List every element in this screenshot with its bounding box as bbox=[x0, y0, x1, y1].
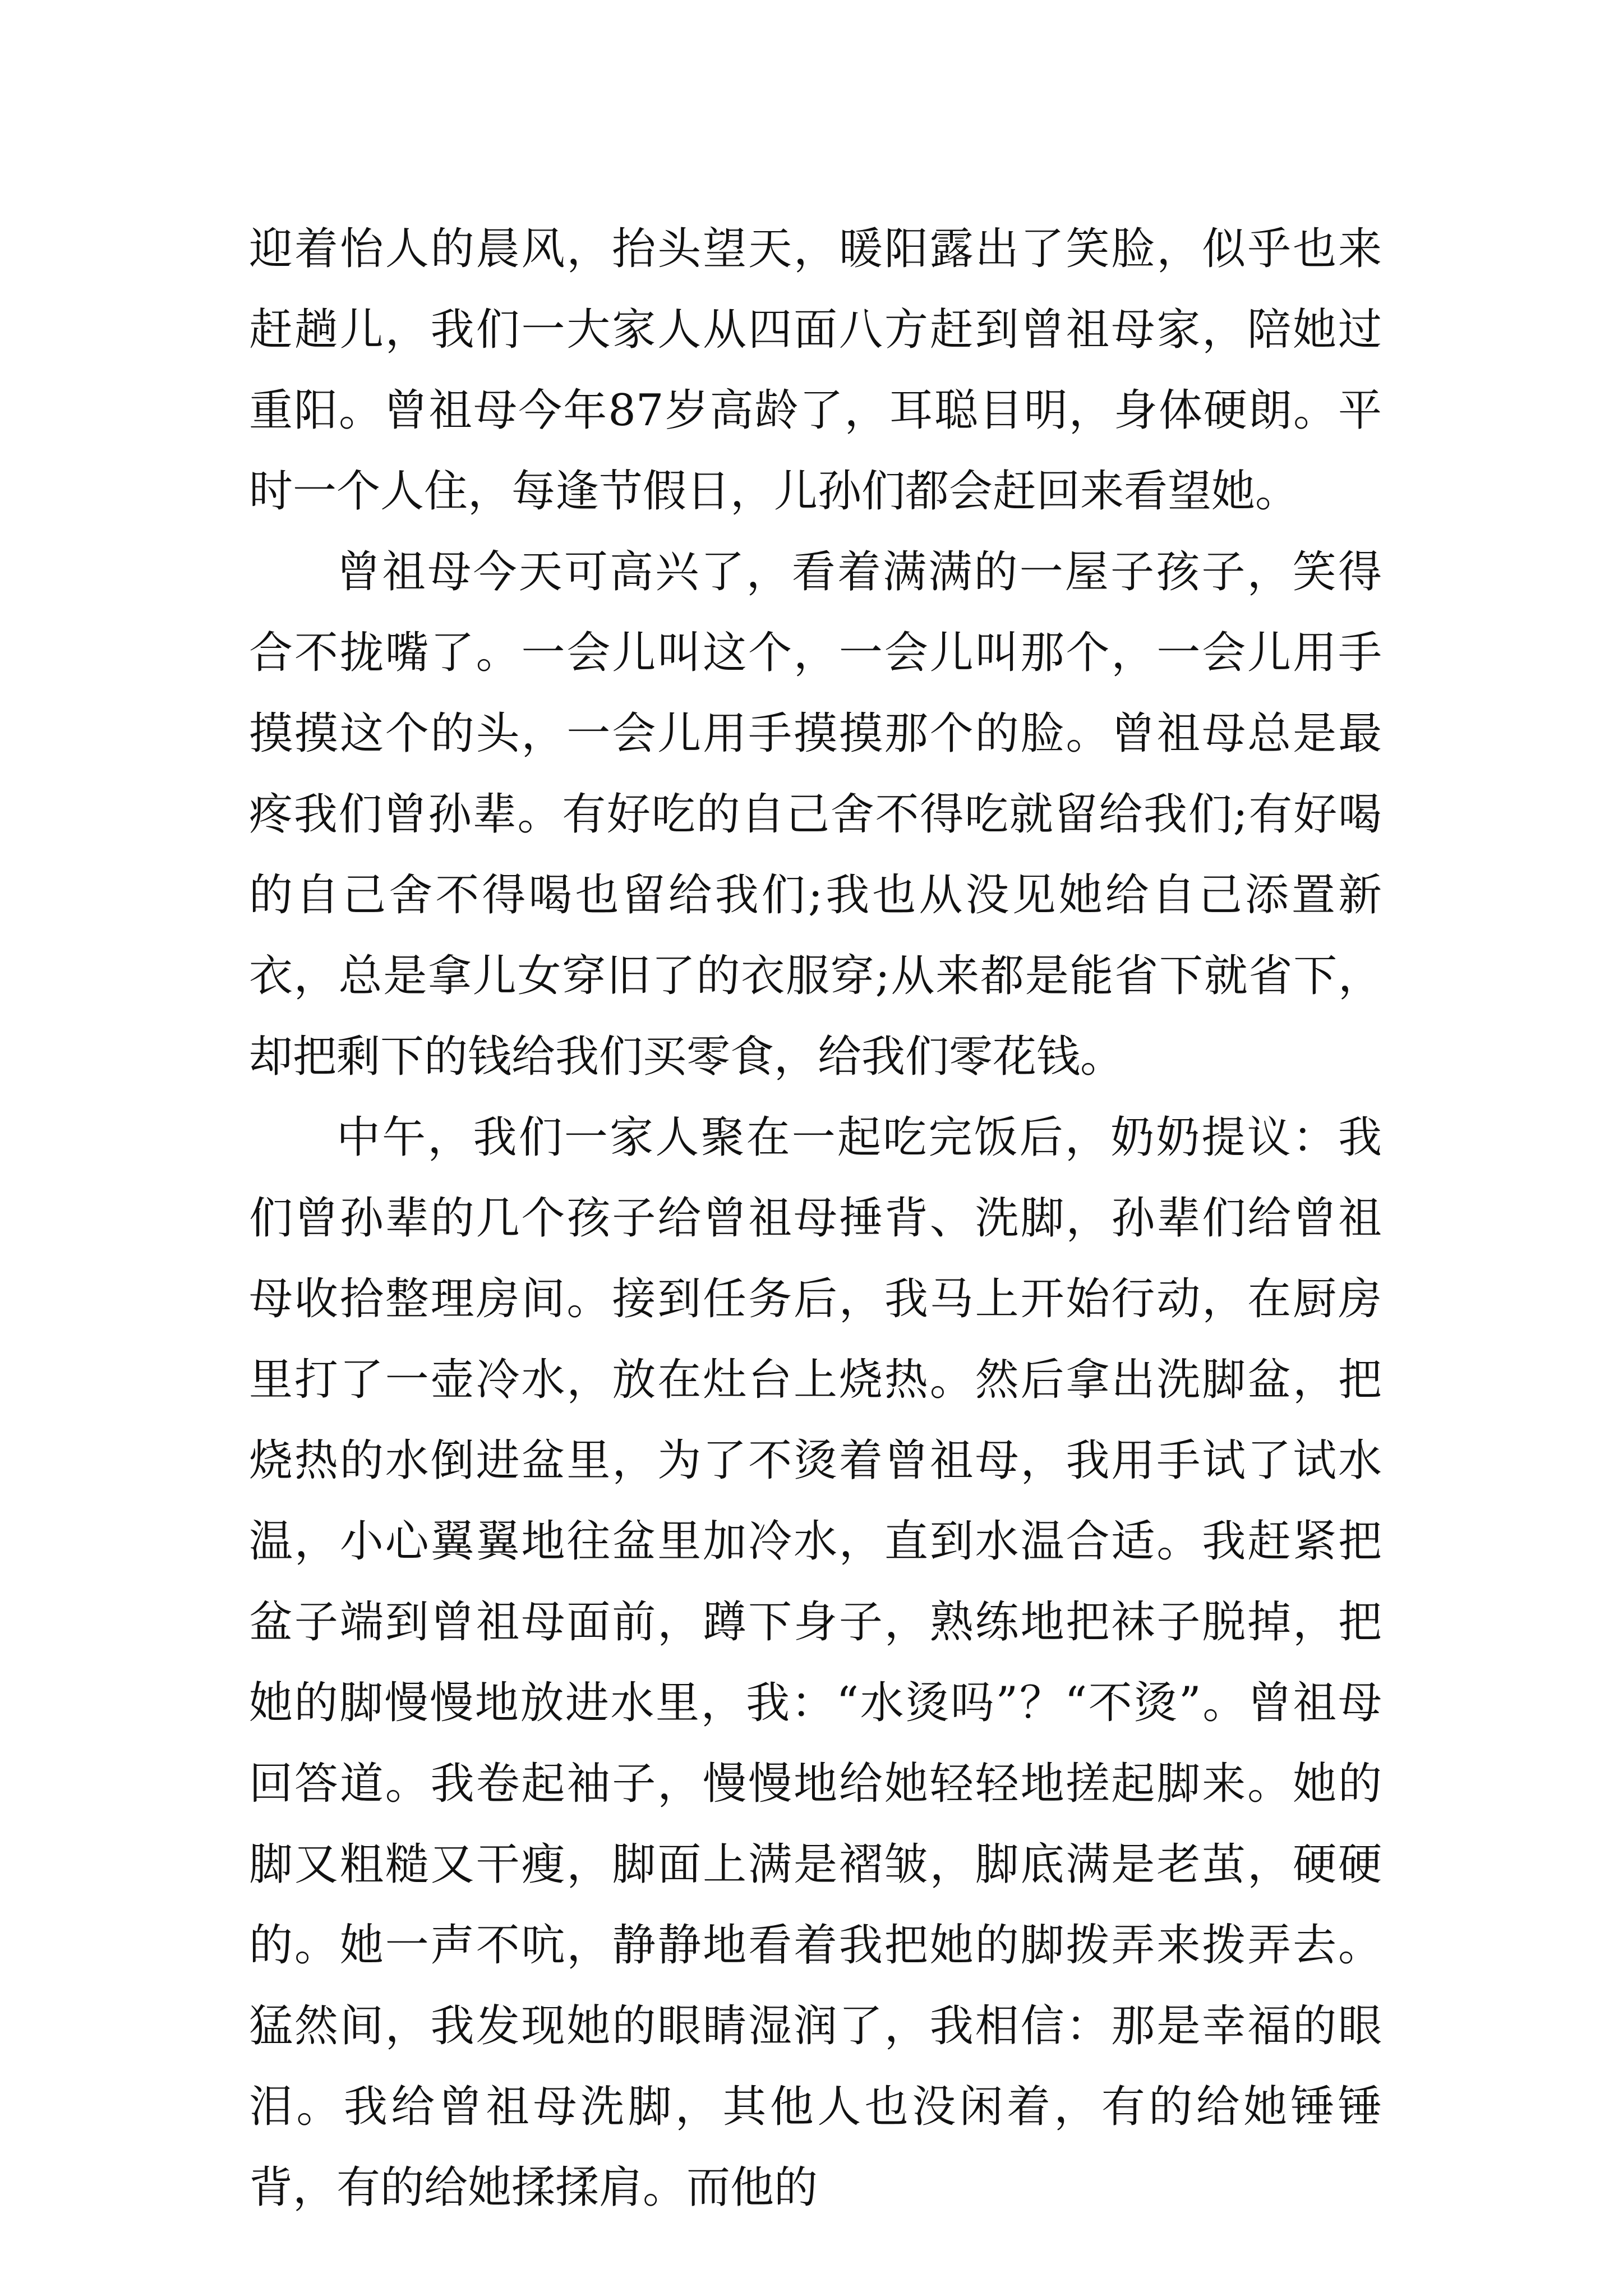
body-text bbox=[249, 209, 1382, 2228]
paragraph-2: 曾祖母今天可高兴了，看着满满的一屋子孩子，笑得合不拢嘴了。一会儿叫这个，一会儿叫那个，一会儿用手摸摸这个的头，一会儿用手摸摸那个的脸。曾祖母总是最疼我们曾孙辈。有好吃的自己舍不得吃就留给我们;有好喝的自己舍不得喝也留给我们;我也从没见她给自己添置新衣，总是拿儿女穿旧了的衣服穿;从来都是能省下就省下，却把剩下的钱给我们买零食，给我们零花钱。 bbox=[249, 547, 1382, 1082]
paragraph-1: 迎着怡人的晨风，抬头望天，暖阳露出了笑脸，似乎也来赶趟儿，我们一大家人从四面八方赶到曾祖母家，陪她过重阳。曾祖母今年87岁高龄了，耳聪目明，身体硬朗。平时一个人住，每逢节假日，儿孙们都会赶回来看望她。 bbox=[249, 224, 1382, 517]
paragraph-3: 中午，我们一家人聚在一起吃完饭后，奶奶提议：我们曾孙辈的几个孩子给曾祖母捶背、洗脚，孙辈们给曾祖母收拾整理房间。接到任务后，我马上开始行动，在厨房里打了一壶冷水，放在灶台上烧热。然后拿出洗脚盆，把烧热的水倒进盆里，为了不烫着曾祖母，我用手试了试水温，小心翼翼地往盆里加冷水，直到水温合适。我赶紧把盆子端到曾祖母面前，蹲下身子，熟练地把袜子脱掉，把她的脚慢慢地放进水里，我：“水烫吗”？“不烫”。曾祖母回答道。我卷起袖子，慢慢地给她轻轻地搓起脚来。她的脚又粗糙又干瘦，脚面上满是褶皱，脚底满是老茧，硬硬的。她一声不吭，静静地看着我把她的脚拨弄来拨弄去。猛然间，我发现她的眼睛湿润了，我相信：那是幸福的眼泪。我给曾祖母洗脚，其他人也没闲着，有的给她锤锤背，有的给她揉揉肩。而他的 bbox=[249, 1112, 1382, 2213]
